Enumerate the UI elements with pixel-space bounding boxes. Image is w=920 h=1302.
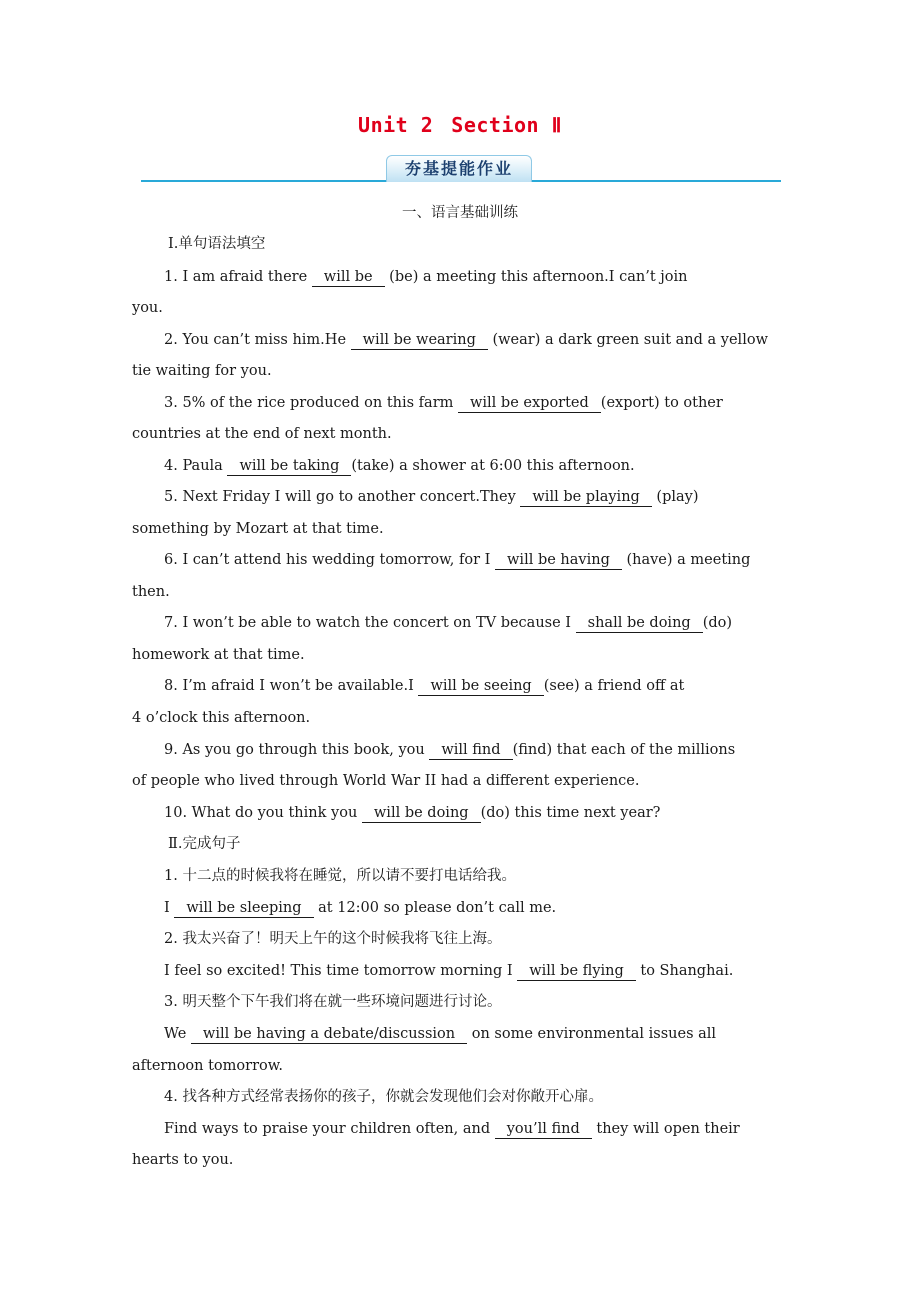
sentence-2-chinese: 2. 我太兴奋了！明天上午的这个时候我将飞往上海。: [164, 931, 502, 947]
answer-blank: will be: [312, 268, 385, 287]
sentence-1: I will be sleeping at 12:00 so please don’t call me.: [164, 900, 557, 916]
question-8-cont: 4 o’clock this afternoon.: [132, 710, 311, 726]
sentence-3-cont: afternoon tomorrow.: [132, 1058, 284, 1074]
question-7-cont: homework at that time.: [132, 647, 305, 663]
answer-blank: will be seeing: [418, 677, 543, 696]
question-1: 1. I am afraid there will be (be) a meeting this afternoon.I can’t join: [164, 269, 688, 285]
answer-blank: shall be doing: [576, 614, 703, 633]
answer-blank: will be playing: [520, 488, 651, 507]
sentence-4-chinese: 4. 找各种方式经常表扬你的孩子，你就会发现他们会对你敞开心扉。: [164, 1089, 603, 1105]
unit-label: Unit 2: [358, 113, 434, 137]
answer-blank: will be having: [495, 551, 622, 570]
question-9: 9. As you go through this book, you will find (find) that each of the millions: [164, 742, 736, 758]
question-2-cont: tie waiting for you.: [132, 363, 272, 379]
answer-blank: will be doing: [362, 804, 481, 823]
part1-heading: 一、语言基础训练: [402, 205, 518, 221]
answer-blank: will be flying: [517, 962, 636, 981]
section2-heading: Ⅱ.完成句子: [168, 836, 241, 852]
question-2: 2. You can’t miss him.He will be wearing (wear) a dark green suit and a yellow: [164, 332, 768, 348]
answer-blank: will be wearing: [351, 331, 488, 350]
sentence-2: I feel so excited! This time tomorrow morning I will be flying to Shanghai.: [164, 963, 734, 979]
answer-blank: will be exported: [458, 394, 601, 413]
homework-banner: 夯基提能作业: [386, 155, 532, 182]
question-8: 8. I’m afraid I won’t be available.I will be seeing (see) a friend off at: [164, 678, 685, 694]
sentence-4: Find ways to praise your children often, and you’ll find they will open their: [164, 1121, 740, 1137]
question-7: 7. I won’t be able to watch the concert on TV because I shall be doing (do): [164, 615, 733, 631]
question-5-cont: something by Mozart at that time.: [132, 521, 384, 537]
answer-blank: will be having a debate/discussion: [191, 1025, 467, 1044]
sentence-3: We will be having a debate/discussion on some environmental issues all: [164, 1026, 717, 1042]
page-title: [0, 113, 920, 137]
section1-heading: Ⅰ.单句语法填空: [168, 236, 266, 252]
sentence-4-cont: hearts to you.: [132, 1152, 234, 1168]
question-6: 6. I can’t attend his wedding tomorrow, for I will be having (have) a meeting: [164, 552, 751, 568]
sentence-1-chinese: 1. 十二点的时候我将在睡觉，所以请不要打电话给我。: [164, 868, 516, 884]
sentence-3-chinese: 3. 明天整个下午我们将在就一些环境问题进行讨论。: [164, 994, 502, 1010]
answer-blank: will be taking: [227, 457, 351, 476]
question-4: 4. Paula will be taking (take) a shower at 6:00 this afternoon.: [164, 458, 635, 474]
answer-blank: will find: [429, 741, 512, 760]
question-6-cont: then.: [132, 584, 170, 600]
answer-blank: you’ll find: [495, 1120, 592, 1139]
question-1-cont: you.: [132, 300, 163, 316]
answer-blank: will be sleeping: [174, 899, 313, 918]
question-3: 3. 5% of the rice produced on this farm will be exported (export) to other: [164, 395, 723, 411]
question-5: 5. Next Friday I will go to another concert.They will be playing (play): [164, 489, 699, 505]
question-9-cont: of people who lived through World War II had a different experience.: [132, 773, 640, 789]
section-label: Section Ⅱ: [451, 113, 562, 137]
question-10: 10. What do you think you will be doing (do) this time next year?: [164, 805, 661, 821]
question-3-cont: countries at the end of next month.: [132, 426, 392, 442]
